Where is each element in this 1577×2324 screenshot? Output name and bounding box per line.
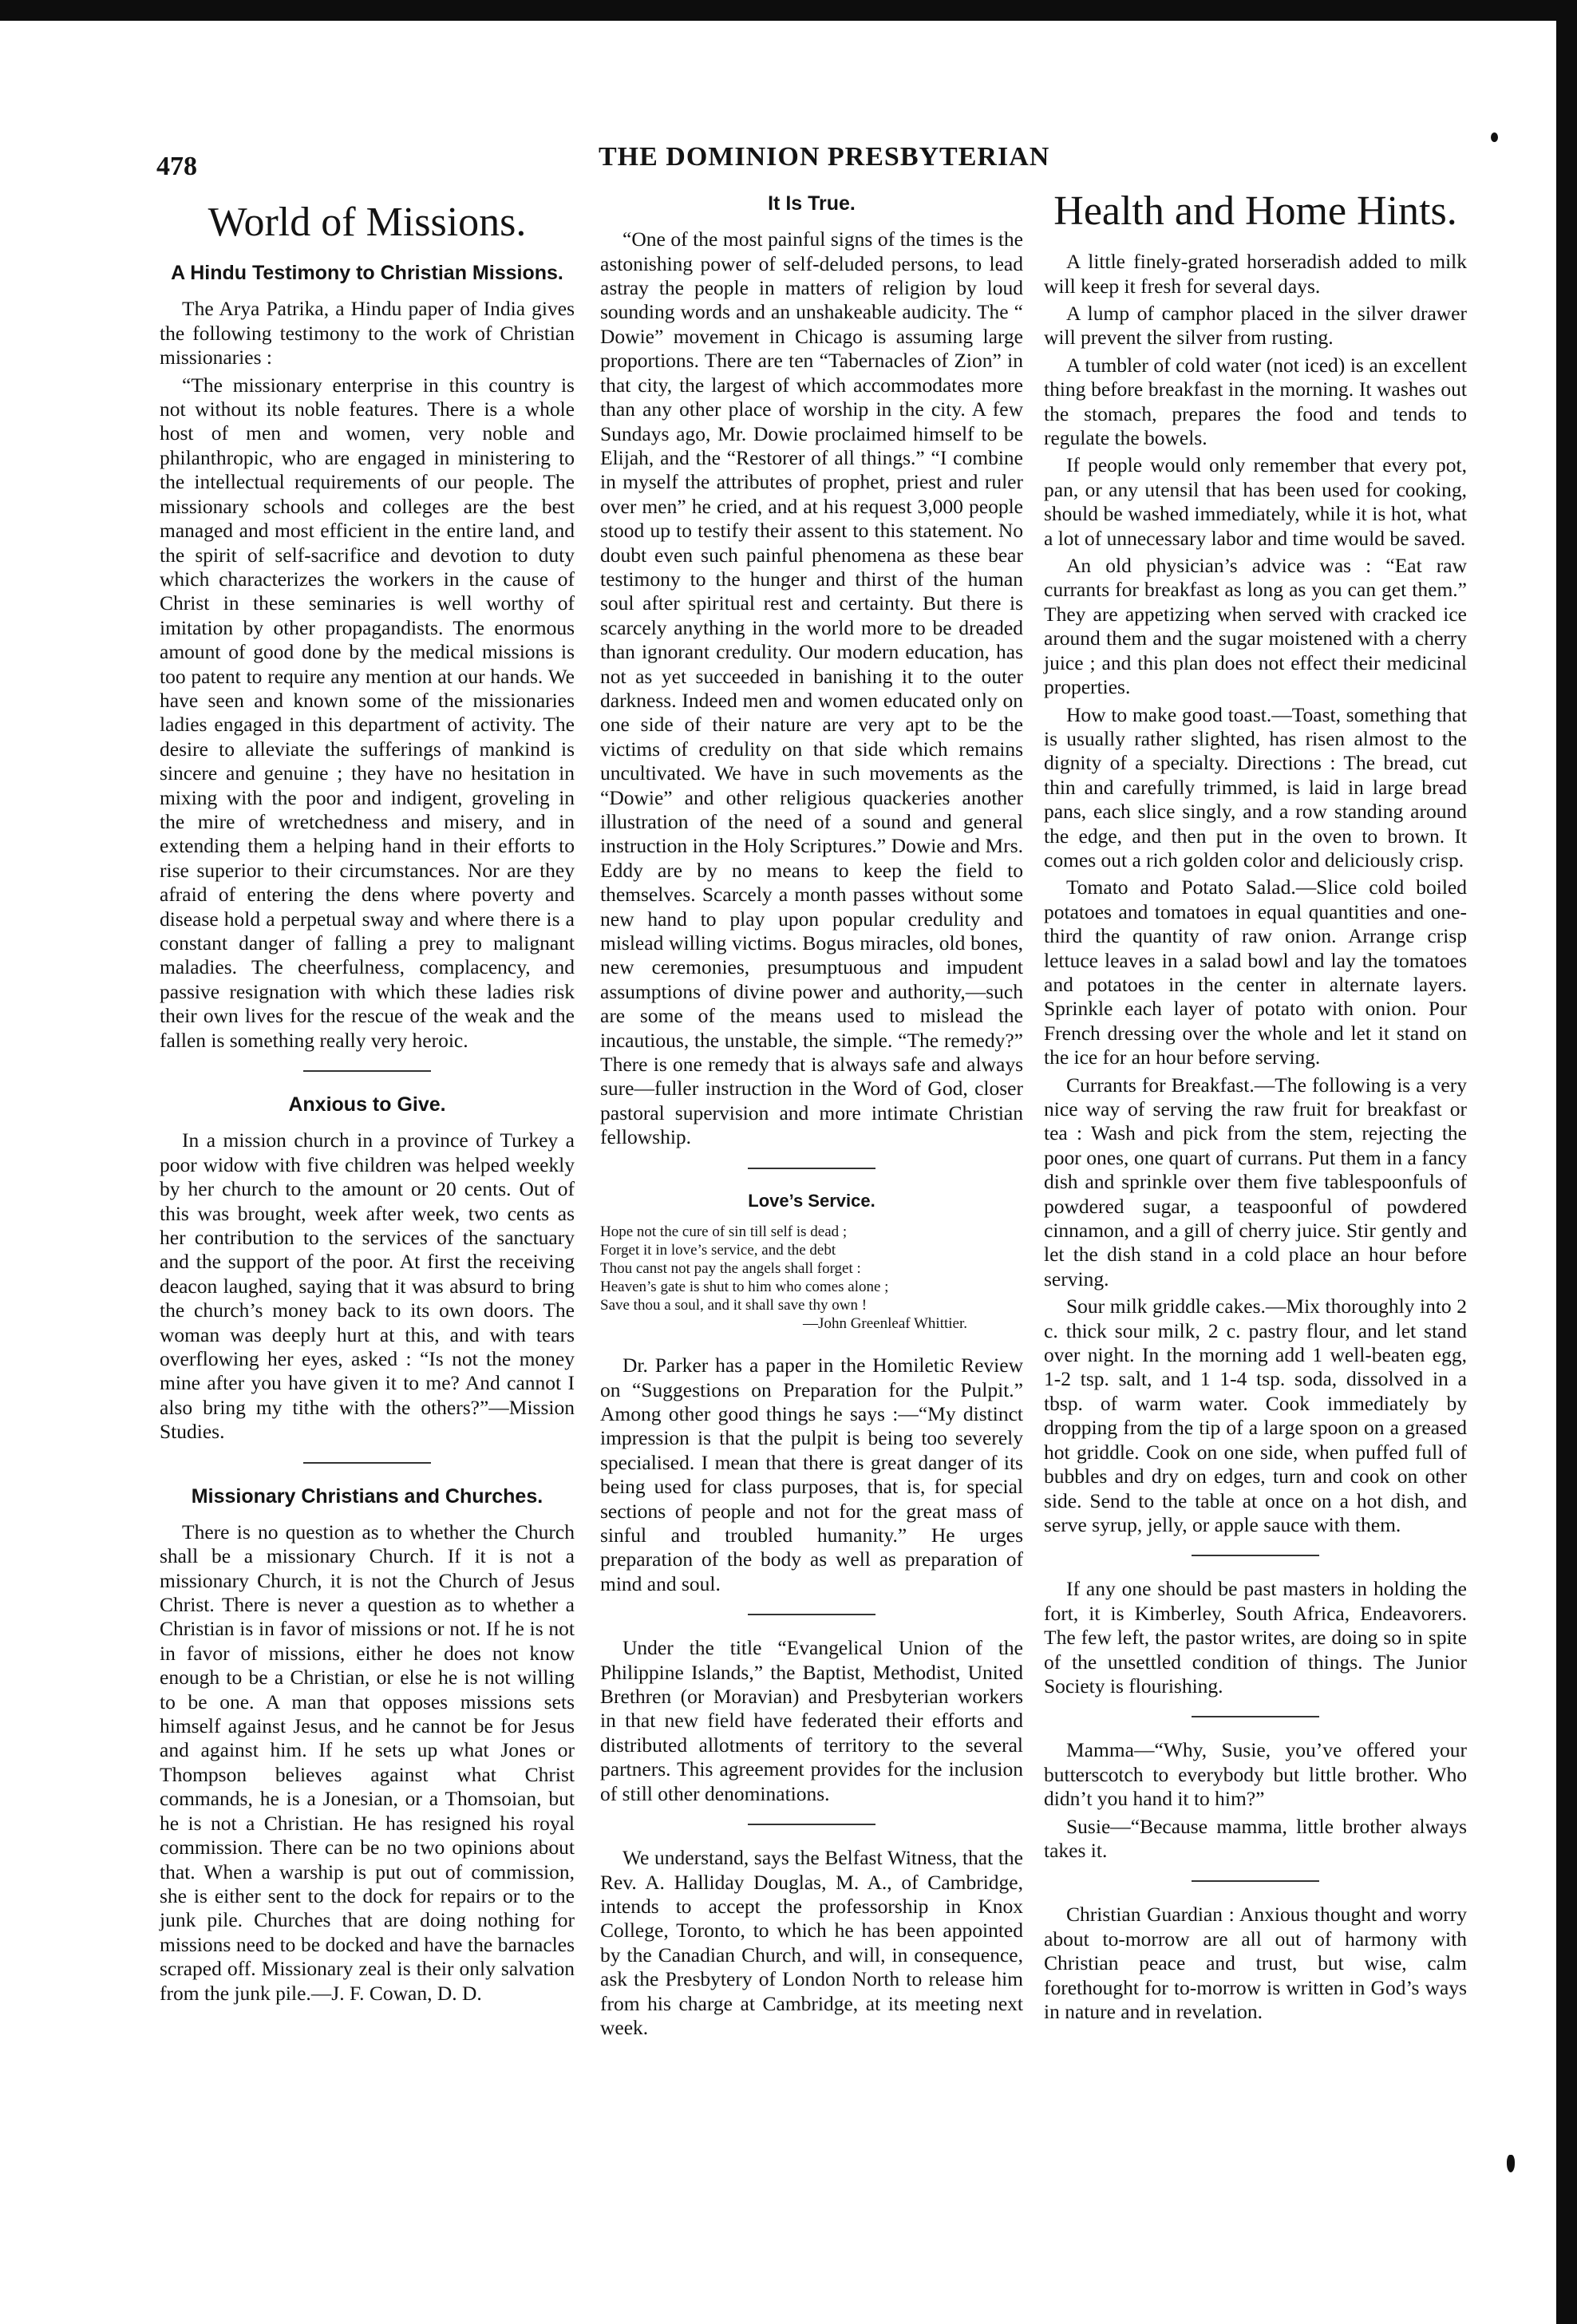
article-paragraph: In a mission church in a province of Turkey a poor widow with five children was helped weekly by her church to the amount or 20 cents. Out of this was brought, week after week, two cents as her contribution to the services of the sanctuary and the support of the poor. At first the receiving deacon laughed, saying that it was absurd to bring the church’s money back to its own doors. The woman was deeply hurt at this, and with tears overflowing her eyes, asked : “Is not the money mine after you have given it to me? And cannot I also bring my tithe with the others?”—Mission Studies. (160, 1128, 575, 1444)
hint-paragraph: A little finely-grated horseradish added to milk will keep it fresh for several days. (1044, 250, 1467, 298)
poem-credit: —John Greenleaf Whittier. (803, 1315, 967, 1333)
hint-paragraph: Susie—“Because mamma, little brother always takes it. (1044, 1814, 1467, 1862)
hint-paragraph: A lump of camphor placed in the silver drawer will prevent the silver from rusting. (1044, 302, 1467, 350)
article-title: Missionary Christians and Churches. (191, 1484, 543, 1508)
section-title: Health and Home Hints. (1053, 188, 1457, 234)
poem-title: Love’s Service. (748, 1190, 875, 1211)
article-paragraph: “One of the most painful signs of the times is the astonishing power of self-deluded persons, to lead astray the people in matters of religion by loud sounding words and an unshakeable audicity. The “ Dowie” movement in Chicago is assuming large proportions. There are ten “Tabernacles of Zion” in that city, the largest of which accommodates more than any other place of worship in the city. A few Sundays ago, Mr. Dowie proclaimed himself to be Elijah, and the “Restorer of all things.” “I combine in myself the attributes of prophet, priest and ruler over men” he cried, and at his request 3,000 people stood up to testify their assent to this statement. No doubt even such painful phenomena as these bear testimony to the hunger and thirst of the human soul after spiritual rest and certainty. But there is scarcely anything in the world more to be dreaded than ignorant credulity. Our modern education, has not as yet succeeded in banishing it to the outer darkness. Indeed men and women educated only on one side of their nature are very apt to be the victims of credulity on that side which remains uncultivated. We have in such movements as the “Dowie” and other religious quackeries another illustration of the need of a sound and general instruction in the Holy Scriptures.” Dowie and Mrs. Eddy are by no means to keep the field to themselves. Scarcely a month passes without some new hand to play upon popular credulity and mislead willing victims. Bogus miracles, old bones, new ceremonies, presumptuous and impudent assumptions of divine power and authority,—such are some of the means used to mislead the incautious, the unstable, the simple. “The remedy?” There is one remedy that is always safe and always sure—fuller instruction in the Word of God, closer pastoral supervision and more intimate Christian fellowship. (600, 227, 1023, 1149)
divider (1192, 1555, 1319, 1556)
column-right (1044, 188, 1467, 2027)
column-left (160, 188, 575, 2009)
ink-speck (1507, 2155, 1515, 2172)
scan-border-top (0, 0, 1577, 21)
divider (748, 1824, 875, 1825)
divider (748, 1614, 875, 1615)
hint-paragraph: A tumbler of cold water (not iced) is an excellent thing before breakfast in the morning. It washes out the stomach, prepares the food and tends to regulate the bowels. (1044, 353, 1467, 450)
page-number: 478 (156, 152, 197, 181)
article-title: Anxious to Give. (288, 1093, 446, 1117)
section-title: World of Missions. (208, 200, 527, 245)
article-paragraph: The Arya Patrika, a Hindu paper of India gives the following testimony to the work of Christian missionaries : (160, 297, 575, 370)
poem-line: Hope not the cure of sin till self is dead ; (600, 1223, 848, 1241)
article-paragraph: “The missionary enterprise in this country is not without its noble features. There is a whole host of men and women, very noble and philanthropic, who are engaged in ministering to the intellectual requirements of our people. The missionary schools and colleges are the best managed and most efficient in the entire land, and the spirit of self-sacrifice and devotion to duty which characterizes the workers in the cause of Christ in these seminaries is well worthy of imitation by other propagandists. The enormous amount of good done by the medical missions is too patent to require any mention at our hands. We have seen and known some of the missionaries ladies engaged in this department of activity. The desire to alleviate the sufferings of mankind is sincere and genuine ; they have no hesitation in mixing with the poor and indigent, groveling in the mire of wretchedness and misery, and in extending them a helping hand in their efforts to rise superior to their circumstances. Nor are they afraid of entering the dens where poverty and disease hold a perpetual sway and where there is a constant danger of falling a prey to malignant maladies. The cheerfulness, complacency, and passive resignation with which these ladies risk their own lives for the rescue of the weak and the fallen is something really very heroic. (160, 373, 575, 1052)
hint-paragraph: How to make good toast.—Toast, something that is usually rather slighted, has risen almost to the dignity of a specialty. Directions : The bread, cut thin and carefully trimmed, is laid in large bread pans, each slice singly, and a row standing around the edge, and then put in the oven to brown. It comes out a rich golden color and deliciously crisp. (1044, 702, 1467, 872)
hint-paragraph: Tomato and Potato Salad.—Slice cold boiled potatoes and tomatoes in equal quantities and one-third the quantity of raw onion. Arrange crisp lettuce leaves in a salad bowl and lay the tomatoes and potatoes in the center in alternate layers. Sprinkle each layer of potato with onion. Pour French dressing over the whole and let it stand on the ice for an hour before serving. (1044, 875, 1467, 1069)
poem-line: Thou canst not pay the angels shall forget : (600, 1260, 861, 1278)
ink-speck (1491, 132, 1498, 142)
article-paragraph: We understand, says the Belfast Witness, that the Rev. A. Halliday Douglas, M. A., of Cambridge, intends to accept the professorship in Knox College, Toronto, to which he has been appointed by the Canadian Church, and will, in consequence, ask the Presbytery of London North to release him from his charge at Cambridge, at its meeting next week. (600, 1846, 1023, 2039)
hint-paragraph: Christian Guardian : Anxious thought and worry about to-morrow are all out of harmony with Christian peace and trust, but wise, calm forethought for to-morrow is written in God’s ways in nature and in revelation. (1044, 1903, 1467, 2023)
poem-line: Heaven’s gate is shut to him who comes alone ; (600, 1279, 889, 1296)
divider (748, 1168, 875, 1169)
hint-paragraph: If any one should be past masters in holding the fort, it is Kimberley, South Africa, Endeavorers. The few left, the pastor writes, are doing so in spite of the unsettled condition of things. The Junior Society is flourishing. (1044, 1577, 1467, 1698)
article-paragraph: There is no question as to whether the Church shall be a missionary Church. If it is not a missionary Church, it is not the Church of Jesus Christ. There is never a question as to whether a Christian is in favor of missions or not. If he is not in favor of missions, either he does not know enough to be a Christian, or else he is not willing to be one. A man that opposes missions sets himself against Jesus, and he cannot be for Jesus and against him. If he sets up what Jones or Thompson believes against what Christ commands, he is a Jonesian, or a Thomsoian, but he is not a Christian. He has resigned his royal commission. There can be no two opinions about that. When a warship is put out of commission, she is either sent to the dock for repairs or to the junk pile. Churches that are doing nothing for missions need to be docked and have the barnacles scraped off. Missionary zeal is their only salvation from the junk pile.—J. F. Cowan, D. D. (160, 1520, 575, 2005)
hint-paragraph: Currants for Breakfast.—The following is a very nice way of serving the raw fruit for breakfast or tea : Wash and pick from the stem, rejecting the poor ones, one quart of currans. Put them in a fancy dish and sprinkle over them five tablespoonfuls of powdered sugar, a teaspoonful of powdered cinnamon, and a gill of cherry juice. Stir gently and let the dish stand in a cold place an hour before serving. (1044, 1073, 1467, 1290)
article-paragraph: Dr. Parker has a paper in the Homiletic Review on “Suggestions on Preparation for the Pulpit.” Among other good things he says :—“My distinct impression is that the pulpit is being too severely specialised. I mean that there is great danger of its being used for class purposes, that is, for special sections of people and not for the great mass of sinful and troubled humanity.” He urges preparation of the body as well as preparation of mind and soul. (600, 1354, 1023, 1595)
running-head: THE DOMINION PRESBYTERIAN (599, 142, 1050, 172)
hint-paragraph: Mamma—“Why, Susie, you’ve offered your butterscotch to everybody but little brother. Who didn’t you hand it to him?” (1044, 1738, 1467, 1811)
column-middle (600, 188, 1023, 2043)
divider (303, 1070, 431, 1072)
divider (303, 1462, 431, 1464)
divider (1192, 1716, 1319, 1717)
poem (600, 1223, 1023, 1333)
hint-paragraph: Sour milk griddle cakes.—Mix thoroughly into 2 c. thick sour milk, 2 c. pastry flour, and let stand over night. In the morning add 1 well-beaten egg, 1-2 tsp. salt, and 1 1-4 tsp. soda, dissolved in a tbsp. of warm water. Cook immediately by dropping from the tip of a large spoon on a greased hot griddle. Cook on one side, when puffed full of bubbles and dry on edges, turn and cook on other side. Send to the table at once on a hot dish, and serve syrup, jelly, or apple sauce with them. (1044, 1294, 1467, 1536)
hint-paragraph: If people would only remember that every pot, pan, or any utensil that has been used for cooking, should be washed immediately, while it is hot, what a lot of unnecessary labor and time would be saved. (1044, 453, 1467, 550)
hint-paragraph: An old physician’s advice was : “Eat raw currants for breakfast as long as you can get them.” They are appetizing when served with cracked ice around them and the sugar moistened with a cherry juice ; and this plan does not effect their medicinal properties. (1044, 554, 1467, 699)
article-title: A Hindu Testimony to Christian Missions. (171, 262, 563, 285)
divider (1192, 1880, 1319, 1882)
poem-line: Forget it in love’s service, and the debt (600, 1242, 836, 1259)
poem-line: Save thou a soul, and it shall save thy own ! (600, 1297, 868, 1314)
article-title: It Is True. (768, 192, 856, 215)
article-paragraph: Under the title “Evangelical Union of the Philippine Islands,” the Baptist, Methodist, United Brethren (or Moravian) and Presbyterian workers in that new field have federated their efforts and distributed allotments of territory to the several partners. This agreement provides for the inclusion of still other denominations. (600, 1636, 1023, 1805)
scan-border-right (1556, 0, 1577, 2324)
